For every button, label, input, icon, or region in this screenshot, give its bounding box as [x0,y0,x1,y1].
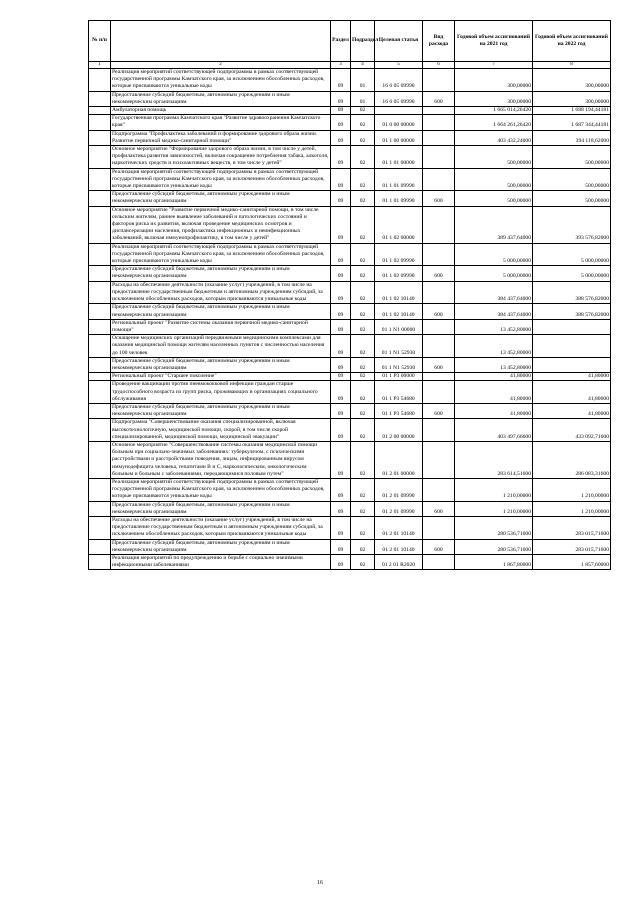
row-section: 09 [331,516,351,539]
row-expense-type [423,555,455,570]
row-subsection: 02 [351,373,375,381]
row-expense-type [423,243,455,266]
row-section: 09 [331,130,351,145]
row-amount-2021: 403 432,24000 [455,130,533,145]
row-amount-2022: 5 000,00000 [533,266,611,281]
table-row [89,304,611,319]
header-2021: Годовой объем ассигнований на 2021 год [455,21,533,62]
table-row [89,266,611,281]
row-name: Предоставление субсидий бюджетным, автономным учреждениям и иным некоммерческим организациям [111,357,331,372]
row-section: 09 [331,146,351,169]
row-number [89,281,111,304]
row-name: Реализация мероприятий соответствующей подпрограммы в рамках соответствующей государственной программы Камчатского края, за исключением обособленных расходов, которые присваиваются уникальные коды [111,243,331,266]
row-target-article: 01 1 02 00000 [375,206,423,243]
row-section: 09 [331,501,351,516]
table-row [89,403,611,418]
header-2022: Годовой объем ассигнований на 2022 год [533,21,611,62]
row-target-article: 01 2 01 00000 [375,441,423,478]
row-amount-2022: 1 210,00000 [533,501,611,516]
row-section: 09 [331,478,351,501]
row-amount-2021: 1 210,00000 [455,478,533,501]
row-subsection: 01 [351,91,375,106]
row-target-article: 01 2 01 09990 [375,501,423,516]
row-expense-type [423,516,455,539]
row-number [89,130,111,145]
row-subsection: 02 [351,478,375,501]
row-target-article: 16 6 05 09990 [375,69,423,92]
table-row [89,501,611,516]
budget-document [88,20,610,570]
row-name: Региональный проект "Развитие системы оказания первичной медико-санитарной помощи" [111,319,331,334]
row-amount-2022 [533,335,611,358]
row-amount-2021: 5 000,00000 [455,266,533,281]
row-expense-type [423,168,455,191]
row-expense-type: 600 [423,501,455,516]
row-subsection: 02 [351,281,375,304]
row-section: 09 [331,91,351,106]
row-amount-2022: 500,00000 [533,191,611,206]
row-section: 09 [331,115,351,130]
column-number: 4 [351,62,375,69]
table-row [89,319,611,334]
row-name: Амбулаторная помощь [111,107,331,115]
row-name: Подпрограмма "Совершенствование оказания специализированной, включая высокотехнологичную, медицинской помощи, скорой, в том числе скорой специализированной, медицинской помощи, медицинской эвакуации" [111,419,331,442]
row-expense-type [423,319,455,334]
row-expense-type [423,115,455,130]
row-target-article: 16 6 05 09990 [375,91,423,106]
column-number: 2 [111,62,331,69]
row-number [89,478,111,501]
row-name: Расходы на обеспечение деятельности (оказание услуг) учреждений, в том числе на предоставление государственным бюджетным и автономным учреждениям субсидий, за исключением обособленных расходов, которым присваиваются уникальные коды [111,516,331,539]
row-amount-2022: 5 000,00000 [533,243,611,266]
table-row [89,191,611,206]
row-target-article: 01 2 01 R2020 [375,555,423,570]
row-target-article: 01 1 N1 00000 [375,319,423,334]
table-row [89,281,611,304]
row-expense-type [423,206,455,243]
row-number [89,107,111,115]
row-amount-2021: 13 452,80000 [455,357,533,372]
row-number [89,91,111,106]
row-section: 09 [331,335,351,358]
row-name: Предоставление субсидий бюджетным, автономным учреждениям и иным некоммерческим организациям [111,539,331,554]
row-subsection: 02 [351,381,375,404]
row-section: 09 [331,266,351,281]
row-section: 09 [331,357,351,372]
row-amount-2021: 500,00000 [455,191,533,206]
row-subsection: 02 [351,419,375,442]
column-number: 3 [331,62,351,69]
row-amount-2021: 500,00000 [455,168,533,191]
row-amount-2021: 280 536,71600 [455,516,533,539]
row-section: 09 [331,419,351,442]
row-amount-2021: 283 614,51600 [455,441,533,478]
budget-table [88,20,611,570]
row-subsection: 02 [351,403,375,418]
row-section: 09 [331,381,351,404]
row-section: 09 [331,168,351,191]
row-number [89,381,111,404]
row-expense-type: 600 [423,539,455,554]
row-expense-type [423,478,455,501]
row-amount-2021: 1 664 261,26420 [455,115,533,130]
row-number [89,357,111,372]
row-name: Предоставление субсидий бюджетным, автономным учреждениям и иным некоммерческим организациям [111,91,331,106]
row-section: 09 [331,206,351,243]
row-section: 09 [331,281,351,304]
row-target-article: 01 1 N1 52930 [375,357,423,372]
table-row [89,146,611,169]
row-number [89,206,111,243]
row-section: 09 [331,539,351,554]
row-name: Реализация мероприятий соответствующей подпрограммы в рамках соответствующей государственной программы Камчатского края, за исключением обособленных расходов, которые присваиваются уникальные коды [111,69,331,92]
row-amount-2022: 41,80000 [533,403,611,418]
row-number [89,319,111,334]
row-target-article: 01 1 P3 54680 [375,403,423,418]
row-name: Реализация мероприятий соответствующей подпрограммы в рамках соответствующей государственной программы Камчатского края, за исключением обособленных расходов, которые присваиваются уникальные коды [111,478,331,501]
table-row [89,243,611,266]
row-amount-2022: 1 687 344,44181 [533,115,611,130]
row-amount-2021: 300,00000 [455,69,533,92]
row-number [89,191,111,206]
row-section: 09 [331,441,351,478]
row-expense-type [423,146,455,169]
row-amount-2021: 1 867,80000 [455,555,533,570]
row-amount-2022: 300,00000 [533,69,611,92]
row-subsection: 02 [351,555,375,570]
row-amount-2022: 388 576,82000 [533,281,611,304]
row-number [89,419,111,442]
table-row [89,419,611,442]
table-row [89,91,611,106]
row-number [89,266,111,281]
row-name: Государственная программа Камчатского края "Развитие здравоохранения Камчатского края" [111,115,331,130]
table-row [89,69,611,92]
row-name: Основное мероприятие "Развитие первичной медико-санитарной помощи, в том числе сельским жителям, раннее выявление заболеваний и патологических состояний и факторов риска их развития, включая проведение медицинских осмотров и диспансеризации населения, профилактика инфекционных и неинфекционных заболеваний, включая иммунопрофилактику, в том числе у детей" [111,206,331,243]
header-expense: Вид расхода [423,21,455,62]
header-subsection: Подраздел [351,21,375,62]
row-amount-2022 [533,357,611,372]
table-row [89,206,611,243]
row-name: Региональный проект "Старшее поколение" [111,373,331,381]
row-expense-type: 600 [423,304,455,319]
row-target-article: 01 1 P3 54680 [375,381,423,404]
row-number [89,373,111,381]
row-target-article: 01 1 02 09990 [375,243,423,266]
row-subsection: 02 [351,266,375,281]
row-amount-2021: 13 452,80000 [455,335,533,358]
row-number [89,304,111,319]
row-number [89,501,111,516]
row-section: 09 [331,107,351,115]
row-expense-type [423,130,455,145]
row-amount-2022: 1 857,60000 [533,555,611,570]
row-name: Предоставление субсидий бюджетным, автономным учреждениям и иным некоммерческим организациям [111,266,331,281]
row-target-article: 01 1 01 09990 [375,191,423,206]
table-row [89,441,611,478]
row-subsection: 02 [351,191,375,206]
table-row [89,357,611,372]
row-amount-2022: 393 576,82000 [533,206,611,243]
row-amount-2021: 500,00000 [455,146,533,169]
row-amount-2022: 286 083,31600 [533,441,611,478]
row-subsection: 01 [351,69,375,92]
table-header-row [89,21,611,62]
row-amount-2022: 388 576,82000 [533,304,611,319]
table-body [89,69,611,570]
page-number: 16 [317,880,323,886]
row-section: 09 [331,403,351,418]
row-target-article: 01 1 00 00000 [375,130,423,145]
row-amount-2021: 41,80000 [455,403,533,418]
row-expense-type [423,441,455,478]
row-subsection: 02 [351,206,375,243]
row-amount-2021: 1 665 014,26420 [455,107,533,115]
row-subsection: 02 [351,335,375,358]
row-name: Основное мероприятие "Совершенствование системы оказания медицинской помощи больным при социально-значимых заболеваниях: туберкулезом, с психическими расстройствами и расстройствами поведения, лицам, инфицированным вирусом иммунодефицита человека, гепатитами В и С, наркологическим, онкологическим больным и больным с заболеваниями, передающимися половым путем" [111,441,331,478]
header-section: Раздел [331,21,351,62]
row-number [89,539,111,554]
row-target-article: 01 2 00 00000 [375,419,423,442]
row-target-article: 01 0 00 00000 [375,115,423,130]
row-amount-2021: 384 437,64000 [455,304,533,319]
table-row [89,516,611,539]
row-amount-2021: 280 536,71600 [455,539,533,554]
row-expense-type [423,107,455,115]
table-row [89,539,611,554]
row-name: Предоставление субсидий бюджетным, автономным учреждениям и иным некоммерческим организациям [111,191,331,206]
row-expense-type [423,419,455,442]
row-amount-2021: 403 497,66600 [455,419,533,442]
row-subsection: 02 [351,319,375,334]
row-amount-2022: 1 688 194,44181 [533,107,611,115]
column-number: 6 [423,62,455,69]
row-amount-2022: 500,00000 [533,168,611,191]
row-expense-type [423,69,455,92]
row-section: 09 [331,69,351,92]
column-number: 7 [455,62,533,69]
header-target: Целевая статья [375,21,423,62]
row-section: 09 [331,243,351,266]
row-subsection: 02 [351,107,375,115]
row-amount-2022: 300,00000 [533,91,611,106]
table-row [89,478,611,501]
table-row [89,107,611,115]
row-amount-2021: 300,00000 [455,91,533,106]
row-target-article: 01 2 01 09990 [375,478,423,501]
table-row [89,555,611,570]
row-expense-type [423,281,455,304]
row-target-article: 01 2 01 10140 [375,516,423,539]
column-number: 1 [89,62,111,69]
row-amount-2021: 389 437,64000 [455,206,533,243]
row-name: Подпрограмма "Профилактика заболеваний и формирование здорового образа жизни. Развитие первичной медико-санитарной помощи" [111,130,331,145]
row-amount-2022: 41,80000 [533,373,611,381]
table-row [89,168,611,191]
row-amount-2022: 283 015,71600 [533,539,611,554]
row-subsection: 02 [351,243,375,266]
row-name: Реализация мероприятий по предупреждению и борьбе с социально значимыми инфекционными заболеваниями [111,555,331,570]
row-subsection: 02 [351,168,375,191]
row-subsection: 02 [351,357,375,372]
row-number [89,403,111,418]
row-amount-2021: 41,80000 [455,373,533,381]
row-section: 09 [331,191,351,206]
row-target-article: 01 1 02 10140 [375,304,423,319]
row-expense-type [423,381,455,404]
row-amount-2021: 384 437,64000 [455,281,533,304]
row-amount-2022: 433 092,71600 [533,419,611,442]
column-number-row [89,62,611,69]
header-name [111,21,331,62]
row-target-article: 01 1 02 10140 [375,281,423,304]
row-target-article: 01 1 N1 52930 [375,335,423,358]
row-name: Расходы на обеспечение деятельности (оказание услуг) учреждений, в том числе на предоставление государственным бюджетным и автономным учреждениям субсидий, за исключением обособленных расходов, которым присваиваются уникальные коды [111,281,331,304]
row-section: 09 [331,304,351,319]
row-subsection: 02 [351,441,375,478]
row-target-article [375,107,423,115]
row-amount-2022 [533,319,611,334]
row-number [89,441,111,478]
row-number [89,555,111,570]
row-expense-type [423,373,455,381]
row-number [89,69,111,92]
row-amount-2022: 41,80000 [533,381,611,404]
row-expense-type: 600 [423,403,455,418]
row-amount-2022: 1 210,00000 [533,478,611,501]
row-name: Основное мероприятие "Формирование здорового образа жизни, в том числе у детей, профилактика развития зависимостей, включая сокращение потребления табака, алкоголя, наркотических средств и психоактивных веществ, в том числе у детей" [111,146,331,169]
row-number [89,243,111,266]
row-section: 09 [331,319,351,334]
table-row [89,115,611,130]
row-section: 09 [331,373,351,381]
row-section: 09 [331,555,351,570]
column-number: 5 [375,62,423,69]
row-expense-type: 600 [423,266,455,281]
row-subsection: 02 [351,115,375,130]
row-expense-type [423,335,455,358]
table-row [89,381,611,404]
row-name: Предоставление субсидий бюджетным, автономным учреждениям и иным некоммерческим организациям [111,304,331,319]
row-number [89,115,111,130]
row-amount-2021: 1 210,00000 [455,501,533,516]
row-expense-type: 600 [423,91,455,106]
row-amount-2022: 500,00000 [533,146,611,169]
row-number [89,516,111,539]
row-amount-2021: 41,80000 [455,381,533,404]
row-name: Реализация мероприятий соответствующей подпрограммы в рамках соответствующей государственной программы Камчатского края, за исключением обособленных расходов, которые присваиваются уникальные коды [111,168,331,191]
row-amount-2021: 5 000,00000 [455,243,533,266]
row-number [89,168,111,191]
row-subsection: 02 [351,304,375,319]
table-row [89,373,611,381]
row-number [89,335,111,358]
row-target-article: 01 2 01 10140 [375,539,423,554]
row-target-article: 01 1 02 09990 [375,266,423,281]
row-name: Оснащение медицинских организаций передвижными медицинскими комплексами для оказания медицинской помощи жителям населенных пунктов с численностью населения до 100 человек [111,335,331,358]
row-subsection: 02 [351,516,375,539]
row-amount-2021: 13 452,80000 [455,319,533,334]
row-subsection: 02 [351,146,375,169]
row-subsection: 02 [351,501,375,516]
row-name: Предоставление субсидий бюджетным, автономным учреждениям и иным некоммерческим организациям [111,403,331,418]
row-subsection: 02 [351,130,375,145]
row-expense-type: 600 [423,357,455,372]
column-number: 8 [533,62,611,69]
row-target-article: 01 1 01 00000 [375,146,423,169]
row-amount-2022: 394 118,62000 [533,130,611,145]
header-num: № п/п [89,21,111,62]
row-target-article: 01 1 P3 00000 [375,373,423,381]
row-name: Проведение вакцинации против пневмококковой инфекции граждан старше трудоспособного возраста из групп риска, проживающих в организациях социального обслуживания [111,381,331,404]
row-number [89,146,111,169]
row-subsection: 02 [351,539,375,554]
row-name: Предоставление субсидий бюджетным, автономным учреждениям и иным некоммерческим организациям [111,501,331,516]
row-amount-2022: 283 015,71600 [533,516,611,539]
row-expense-type: 600 [423,191,455,206]
table-row [89,335,611,358]
row-target-article: 01 1 01 09990 [375,168,423,191]
table-row [89,130,611,145]
